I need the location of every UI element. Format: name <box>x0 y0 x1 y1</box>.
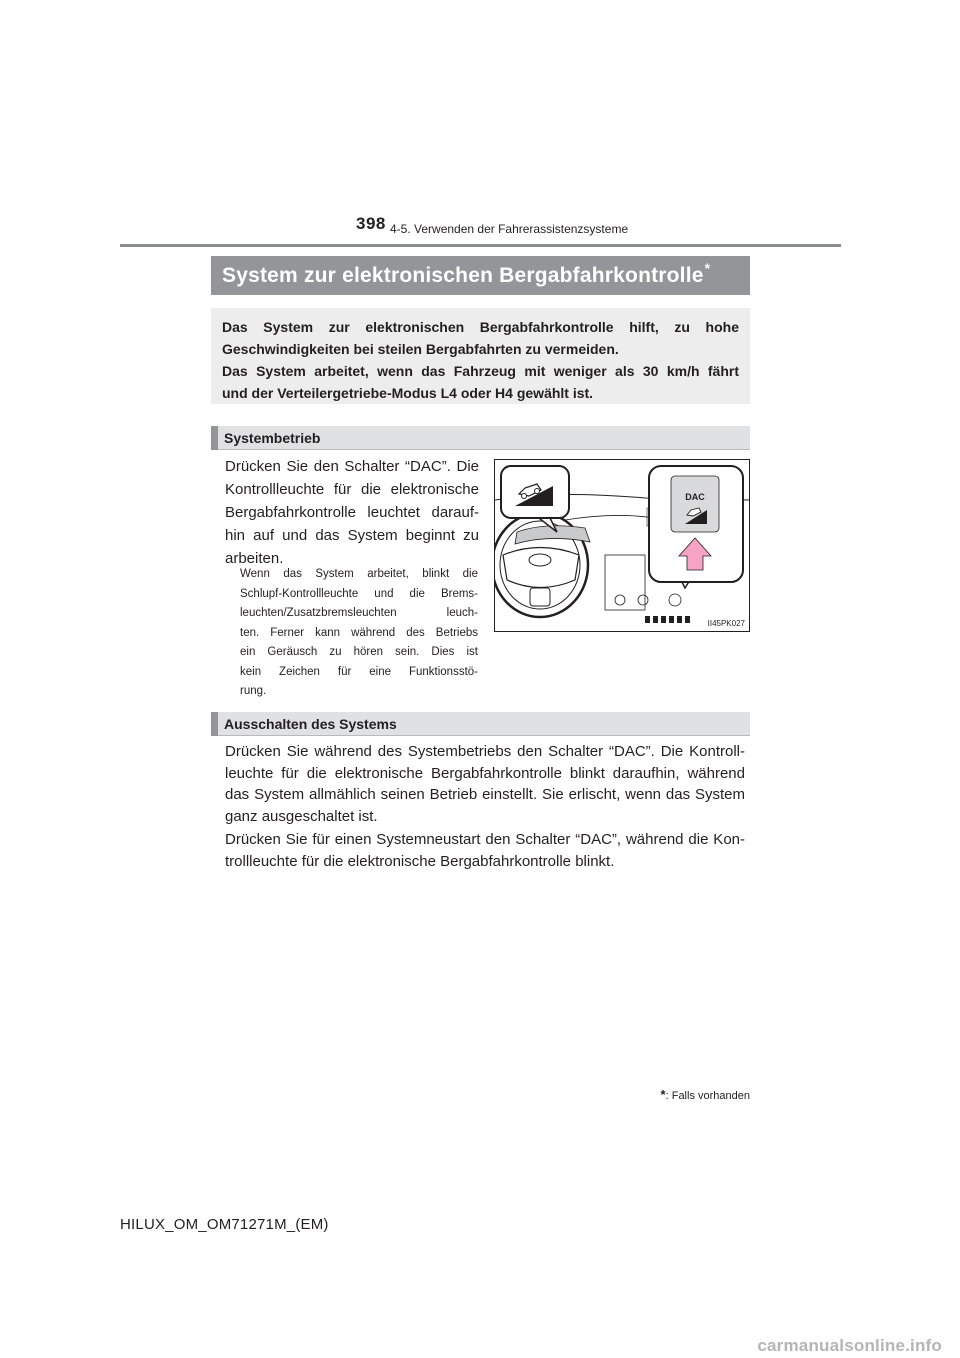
text-line: ganz ausgeschaltet ist. <box>225 807 378 825</box>
title-asterisk: * <box>704 259 711 276</box>
intro-line: Das System zur elektronischen Bergabfahrkontrolle hilft, zu hohe <box>222 319 739 335</box>
dashboard-illustration <box>494 459 750 632</box>
text-line: trollleuchte für die elektronische Bergabfahrkontrolle blinkt. <box>225 852 615 870</box>
footnote-asterisk: * <box>660 1087 666 1102</box>
note-line: Wenn das System arbeitet, blinkt die <box>240 568 478 580</box>
main-title: System zur elektronischen Bergabfahrkontrolle <box>222 263 704 287</box>
operation-text <box>225 455 479 570</box>
text-line: Drücken Sie während des Systembetriebs den Schalter “DAC”. Die Kontroll- <box>225 743 745 760</box>
note-line: rung. <box>240 685 267 697</box>
text-line: hin auf und das System beginnt zu <box>225 527 479 544</box>
document-id: HILUX_OM_OM71271M_(EM) <box>120 1216 329 1233</box>
intro-line: Geschwindigkeiten bei steilen Bergabfahrten zu vermeiden. <box>222 341 619 357</box>
note-line: ein Geräusch zu hören sein. Dies ist <box>240 646 478 658</box>
watermark: carmanualsonline.info <box>757 1336 942 1355</box>
text-line: Kontrollleuchte für die elektronische <box>225 481 479 498</box>
note-line: leuchten/Zusatzbremsleuchten leuch- <box>240 607 478 619</box>
intro-line: und der Verteilergetriebe-Modus L4 oder H4 gewählt ist. <box>222 385 594 401</box>
subsection-heading-operation <box>211 426 750 450</box>
section-header: 4-5. Verwenden der Fahrerassistenzsysteme <box>390 222 629 236</box>
dashboard-drawing <box>495 460 749 631</box>
text-line: leuchte für die elektronische Bergabfahrkontrolle blinkt daraufhin, während <box>225 764 745 782</box>
subsection-title: Ausschalten des Systems <box>224 715 397 732</box>
intro-line: Das System arbeitet, wenn das Fahrzeug mit weniger als 30 km/h fährt <box>222 363 739 379</box>
text-line: Drücken Sie den Schalter “DAC”. Die <box>225 458 479 475</box>
off-paragraph-2 <box>225 829 745 872</box>
off-paragraph-1 <box>225 741 745 827</box>
page-number: 398 <box>356 214 386 233</box>
text-line: Drücken Sie für einen Systemneustart den Schalter “DAC”, während die Kon- <box>225 831 745 848</box>
subsection-heading-off <box>211 712 750 736</box>
note-line: kein Zeichen für eine Funktionsstö- <box>240 665 478 678</box>
note-line: Schlupf-Kontrollleuchte und die Brems- <box>240 587 478 600</box>
text-line: Bergabfahrkontrolle leuchtet darauf- <box>225 504 479 521</box>
operation-note <box>240 565 478 702</box>
header-rule <box>120 244 841 247</box>
dac-button-label: DAC <box>685 492 705 502</box>
subsection-title: Systembetrieb <box>224 429 321 446</box>
intro-box <box>211 308 750 404</box>
footnote <box>661 1087 750 1102</box>
note-line: ten. Ferner kann während des Betriebs <box>240 626 478 639</box>
illustration-code: II45PK027 <box>707 619 745 628</box>
text-line: arbeiten. <box>225 550 284 567</box>
footnote-text: : Falls vorhanden <box>665 1090 750 1102</box>
main-title-bar <box>211 256 750 295</box>
text-line: das System allmählich seinen Betrieb einstellt. Sie erlischt, wenn das System <box>225 786 745 803</box>
